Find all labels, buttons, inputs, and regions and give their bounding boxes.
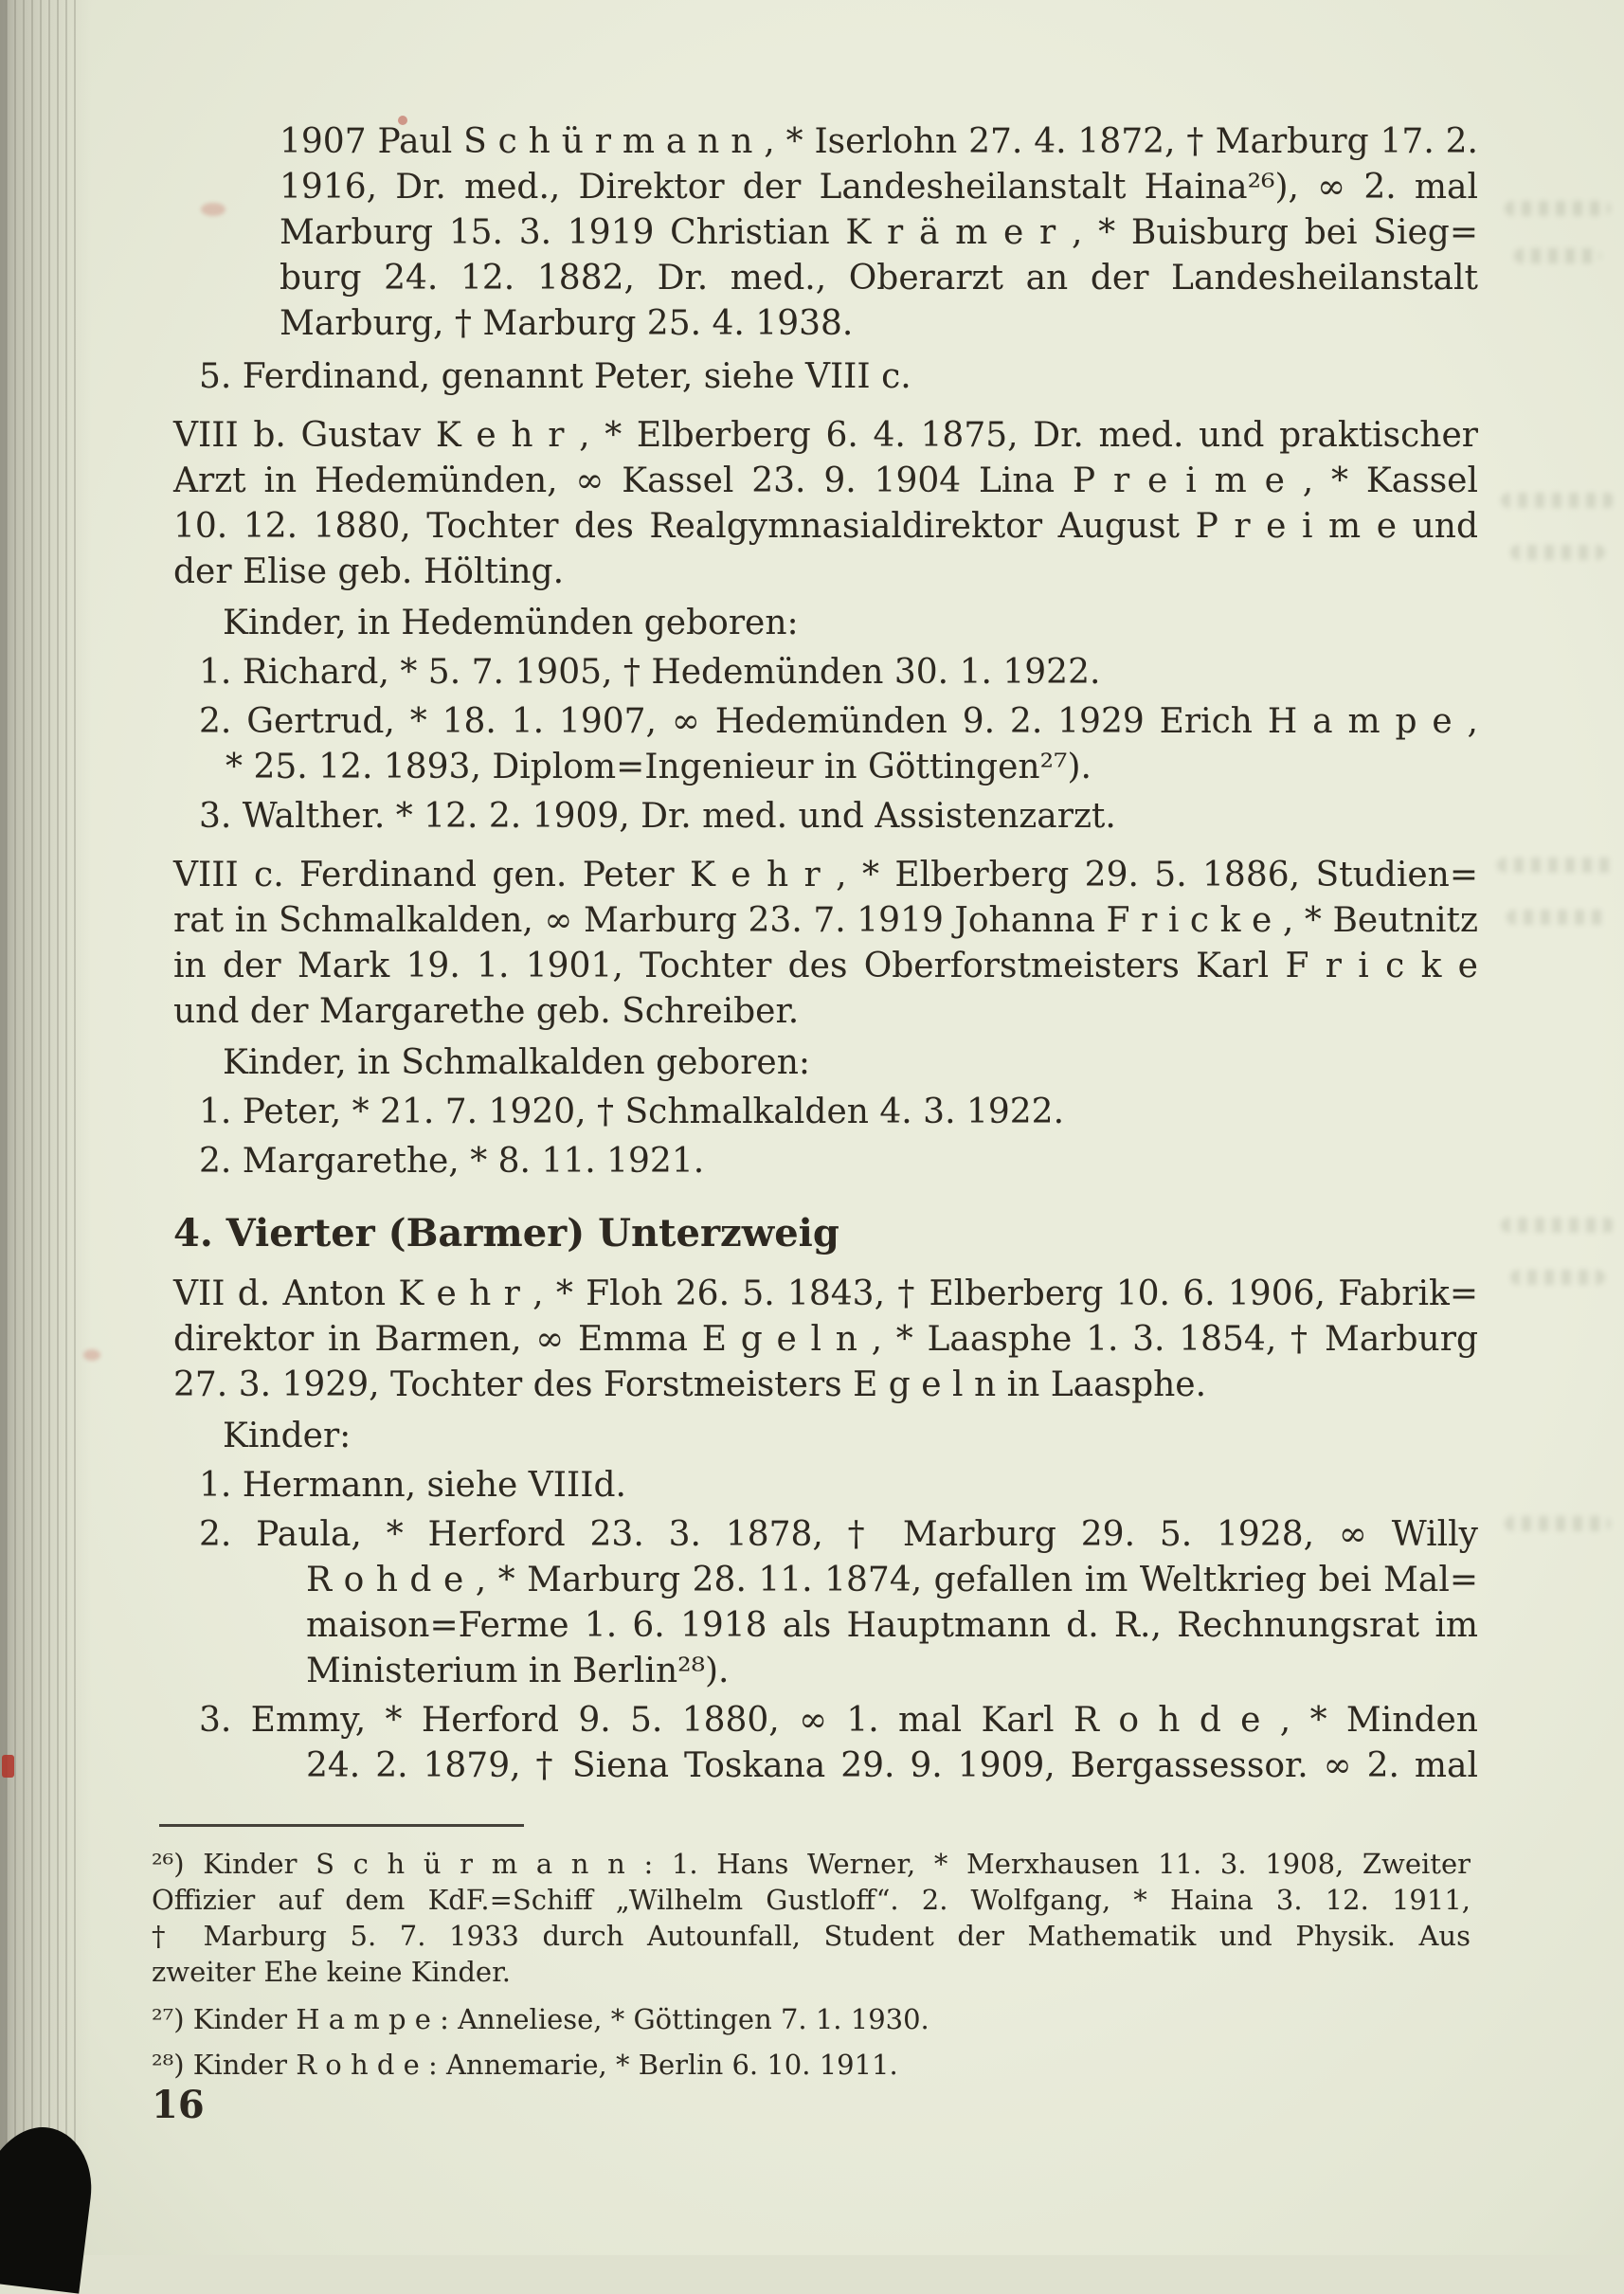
footnote-27: ²⁷) Kinder H a m p e : Anneliese, * Göttingen 7. 1. 1930. [152,2003,929,2035]
text-line: VII d. Anton K e h r , * Floh 26. 5. 1843, † Elberberg 10. 6. 1906, Fabrik= [173,1274,1478,1313]
bleed-through-artifact [1510,1270,1605,1285]
list-item-continuation: R o h d e , * Marburg 28. 11. 1874, gefallen im Weltkrieg bei Mal= [306,1561,1478,1599]
text-line: Marburg, † Marburg 25. 4. 1938. [280,304,854,343]
paragraph-viiib-gustav-kehr [173,413,1478,595]
text-line: Marburg 15. 3. 1919 Christian K r ä m e r , * Buisburg bei Sieg= [280,213,1478,252]
list-item-continuation: 24. 2. 1879, † Siena Toskana 29. 9. 1909, Bergassessor. ∞ 2. mal [306,1746,1478,1785]
footnote-line: Offizier auf dem KdF.=Schiff „Wilhelm Gustloff“. 2. Wolfgang, * Haina 3. 12. 1911, [152,1884,1471,1916]
list-item: 2. Paula, * Herford 23. 3. 1878, † Marburg 29. 5. 1928, ∞ Willy [199,1515,1478,1554]
bleed-through-artifact [1497,858,1616,873]
red-mark [83,1349,100,1361]
text-line: direktor in Barmen, ∞ Emma E g e l n , * Laasphe 1. 3. 1854, † Marburg [173,1320,1478,1359]
text-line: 1916, Dr. med., Direktor der Landesheilanstalt Haina²⁶), ∞ 2. mal [280,168,1478,207]
footnote-28: ²⁸) Kinder R o h d e : Annemarie, * Berlin 6. 10. 1911. [152,2049,898,2081]
page-edge-lines [6,0,76,2255]
footnote-line: † Marburg 5. 7. 1933 durch Autounfall, Student der Mathematik und Physik. Aus [152,1920,1471,1952]
footnote-26 [152,1846,1471,1990]
text-line: Arzt in Hedemünden, ∞ Kassel 23. 9. 1904 Lina P r e i m e , * Kassel [173,461,1478,500]
paragraph-schuermann-continuation [173,119,1478,347]
list-item: 1. Richard, * 5. 7. 1905, † Hedemünden 30. 1. 1922. [199,653,1101,692]
red-mark [2,1755,14,1778]
bleed-through-artifact [1514,248,1601,263]
list-item-ferdinand: 5. Ferdinand, genannt Peter, siehe VIII c. [199,357,911,396]
kinder-heading: Kinder: [223,1417,352,1455]
bleed-through-artifact [1505,1516,1611,1531]
bleed-through-artifact [1510,545,1605,560]
list-item: 3. Walther. * 12. 2. 1909, Dr. med. und Assistenzarzt. [199,797,1116,836]
children-list-viiib [173,650,1478,840]
footnotes [152,1824,1471,2083]
bleed-through-artifact [1505,201,1611,216]
kinder-heading: Kinder, in Schmalkalden geboren: [223,1043,811,1082]
list-item-continuation: maison=Ferme 1. 6. 1918 als Hauptmann d. R., Rechnungsrat im [306,1606,1478,1645]
section-heading-unterzweig: 4. Vierter (Barmer) Unterzweig [173,1211,839,1255]
list-item-continuation: Ministerium in Berlin²⁸). [306,1652,730,1690]
text-line: VIII c. Ferdinand gen. Peter K e h r , * Elberberg 29. 5. 1886, Studien= [173,856,1478,894]
text-line: VIII b. Gustav K e h r , * Elberberg 6. 4. 1875, Dr. med. und praktischer [173,416,1478,455]
list-item: 3. Emmy, * Herford 9. 5. 1880, ∞ 1. mal Karl R o h d e , * Minden [199,1701,1478,1740]
children-list-viid [173,1463,1478,1789]
text-line: burg 24. 12. 1882, Dr. med., Oberarzt an der Landesheilanstalt [280,259,1478,298]
footnote-line: ²⁶) Kinder S c h ü r m a n n : 1. Hans Werner, * Merxhausen 11. 3. 1908, Zweiter [152,1848,1471,1880]
paragraph-viid-anton-kehr [173,1272,1478,1408]
list-item: 1. Peter, * 21. 7. 1920, † Schmalkalden 4. 3. 1922. [199,1093,1065,1131]
text-line: der Elise geb. Hölting. [173,552,565,591]
kinder-heading: Kinder, in Hedemünden geboren: [223,604,799,642]
text-line: 27. 3. 1929, Tochter des Forstmeisters E g e l n in Laasphe. [173,1365,1207,1404]
list-item: 2. Margarethe, * 8. 11. 1921. [199,1142,705,1181]
footnote-line: zweiter Ehe keine Kinder. [152,1956,511,1988]
text-line: in der Mark 19. 1. 1901, Tochter des Oberforstmeisters Karl F r i c k e [173,947,1478,985]
children-list-viiic [173,1090,1478,1184]
footnote-separator-rule [159,1824,524,1827]
bleed-through-artifact [1501,1218,1615,1233]
text-line: rat in Schmalkalden, ∞ Marburg 23. 7. 1919 Johanna F r i c k e , * Beutnitz [173,901,1478,940]
main-text [173,0,1478,1789]
paragraph-viiic-ferdinand-kehr [173,853,1478,1035]
bleed-through-artifact [1501,493,1615,508]
text-line: und der Margarethe geb. Schreiber. [173,992,800,1031]
list-item: 2. Gertrud, * 18. 1. 1907, ∞ Hedemünden 9. 2. 1929 Erich H a m p e , [199,702,1478,741]
page-edge-shadow [0,0,7,2255]
page-number: 16 [152,2083,205,2127]
text-line: 1907 Paul S c h ü r m a n n , * Iserlohn 27. 4. 1872, † Marburg 17. 2. [280,122,1478,161]
text-line: 10. 12. 1880, Tochter des Realgymnasialdirektor August P r e i m e und [173,507,1478,546]
list-item-continuation: * 25. 12. 1893, Diplom=Ingenieur in Göttingen²⁷). [226,748,1092,786]
list-item: 1. Hermann, siehe VIIId. [199,1466,626,1505]
bleed-through-artifact [1507,910,1607,925]
